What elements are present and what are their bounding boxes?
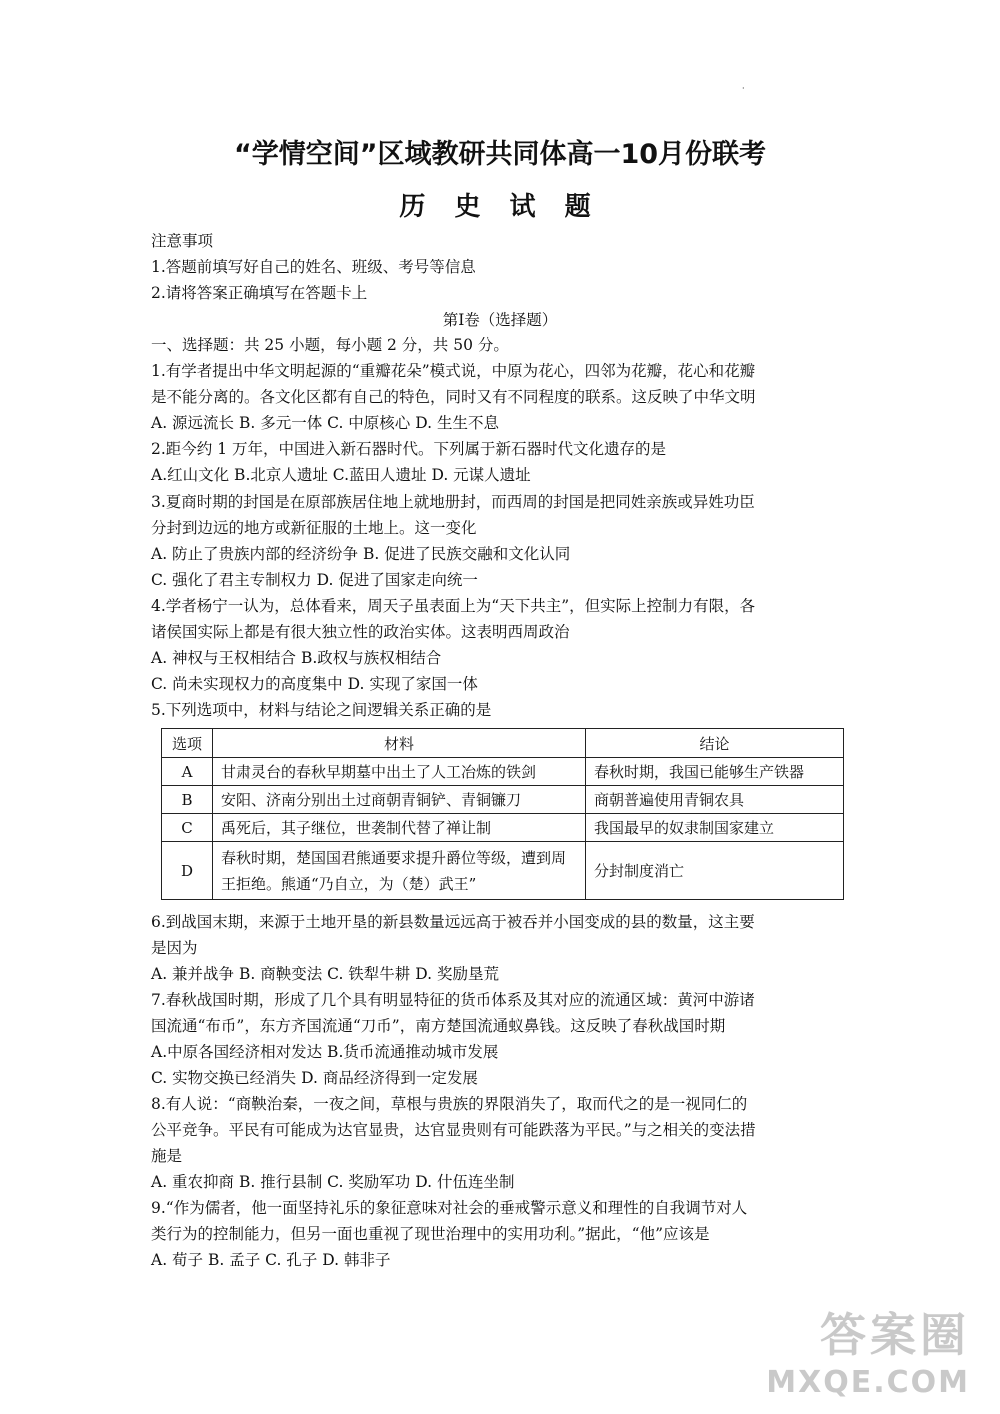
q5-table (161, 728, 844, 900)
section-heading: 第Ⅰ卷（选择题） (442, 311, 558, 329)
speck: · (742, 84, 745, 93)
question-line: 诸侯国实际上都是有很大独立性的政治实体。这表明西周政治 (151, 623, 570, 641)
question-line: 类行为的控制能力，但另一面也重视了现世治理中的实用功利。”据此，“他”应该是 (151, 1225, 710, 1243)
table-header: 材料 (213, 729, 586, 758)
table-cell: 商朝普遍使用青铜农具 (586, 786, 844, 814)
question-line: 9.“作为儒者，他一面坚持礼乐的象征意味对社会的垂戒警示意义和理性的自我调节对人 (151, 1199, 748, 1217)
question-line: C. 尚未实现权力的高度集中 D. 实现了家国一体 (151, 675, 478, 693)
note-item: 1.答题前填写好自己的姓名、班级、考号等信息 (151, 258, 476, 276)
question-line: 6.到战国末期，来源于土地开垦的新县数量远远高于被吞并小国变成的县的数量，这主要 (151, 913, 755, 931)
note-item: 2.请将答案正确填写在答题卡上 (151, 284, 368, 302)
watermark-text: 答案圈 (820, 1308, 970, 1362)
question-line: 5.下列选项中，材料与结论之间逻辑关系正确的是 (151, 701, 492, 719)
question-line: 2.距今约 1 万年，中国进入新石器时代。下列属于新石器时代文化遗存的是 (151, 440, 667, 458)
question-line: 分封到边远的地方或新征服的土地上。这一变化 (151, 519, 477, 537)
table-cell: A (162, 758, 213, 786)
question-line: 是因为 (151, 939, 198, 957)
question-line: A. 兼并战争 B. 商鞅变法 C. 铁犁牛耕 D. 奖励垦荒 (151, 965, 499, 983)
table-cell: 春秋时期，我国已能够生产铁器 (586, 758, 844, 786)
table-row (162, 758, 844, 786)
exam-subject: 历 史 试 题 (399, 192, 601, 222)
question-line: 3.夏商时期的封国是在原部族居住地上就地册封，而西周的封国是把同姓亲族或异姓功臣 (151, 493, 755, 511)
table-cell: 分封制度消亡 (586, 842, 844, 900)
table-cell: D (162, 842, 213, 900)
table-header: 结论 (586, 729, 844, 758)
question-line: A. 源远流长 B. 多元一体 C. 中原核心 D. 生生不息 (151, 414, 499, 432)
table-row (162, 814, 844, 842)
notes-heading: 注意事项 (151, 232, 214, 250)
table-cell: 甘肃灵台的春秋早期墓中出土了人工冶炼的铁剑 (213, 758, 586, 786)
table-cell: 禹死后，其子继位，世袭制代替了禅让制 (213, 814, 586, 842)
question-line: 4.学者杨宁一认为，总体看来，周天子虽表面上为“天下共主”，但实际上控制力有限，各 (151, 597, 756, 615)
table-cell: 春秋时期，楚国国君熊通要求提升爵位等级，遭到周王拒绝。熊通“乃自立，为（楚）武王” (213, 842, 586, 900)
question-line: 8.有人说：“商鞅治秦，一夜之间，草根与贵族的界限消失了，取而代之的是一视同仁的 (151, 1095, 748, 1113)
table-row (162, 786, 844, 814)
question-line: C. 实物交换已经消失 D. 商品经济得到一定发展 (151, 1069, 478, 1087)
question-line: 公平竞争。平民有可能成为达官显贵，达官显贵则有可能跌落为平民。”与之相关的变法措 (151, 1121, 756, 1139)
table-cell: B (162, 786, 213, 814)
exam-title: “学情空间”区域教研共同体高一10月份联考 (233, 139, 767, 170)
question-line: 1.有学者提出中华文明起源的“重瓣花朵”模式说，中原为花心，四邻为花瓣，花心和花瓣 (151, 362, 756, 380)
question-line: A.中原各国经济相对发达 B.货币流通推动城市发展 (151, 1043, 499, 1061)
watermark-domain: MXQE.COM (766, 1365, 970, 1400)
table-header: 选项 (162, 729, 213, 758)
question-line: A. 荀子 B. 孟子 C. 孔子 D. 韩非子 (151, 1251, 391, 1269)
question-line: A. 防止了贵族内部的经济纷争 B. 促进了民族交融和文化认同 (151, 545, 571, 563)
question-line: 国流通“布币”，东方齐国流通“刀币”，南方楚国流通蚁鼻钱。这反映了春秋战国时期 (151, 1017, 726, 1035)
table-row (162, 842, 844, 900)
table-cell: C (162, 814, 213, 842)
table-cell: 我国最早的奴隶制国家建立 (586, 814, 844, 842)
question-line: 7.春秋战国时期，形成了几个具有明显特征的货币体系及其对应的流通区域：黄河中游诸 (151, 991, 755, 1009)
table-cell: 安阳、济南分别出土过商朝青铜铲、青铜镰刀 (213, 786, 586, 814)
question-line: A. 神权与王权相结合 B.政权与族权相结合 (151, 649, 442, 667)
question-line: A.红山文化 B.北京人遗址 C.蓝田人遗址 D. 元谋人遗址 (151, 466, 531, 484)
question-line: 施是 (151, 1147, 183, 1165)
question-line: C. 强化了君主专制权力 D. 促进了国家走向统一 (151, 571, 478, 589)
question-line: A. 重农抑商 B. 推行县制 C. 奖励军功 D. 什伍连坐制 (151, 1173, 515, 1191)
question-line: 是不能分离的。各文化区都有自己的特色，同时又有不同程度的联系。这反映了中华文明 (151, 388, 756, 406)
watermark-logo (766, 1299, 970, 1400)
section-instruction: 一、选择题：共 25 小题，每小题 2 分，共 50 分。 (151, 336, 509, 354)
